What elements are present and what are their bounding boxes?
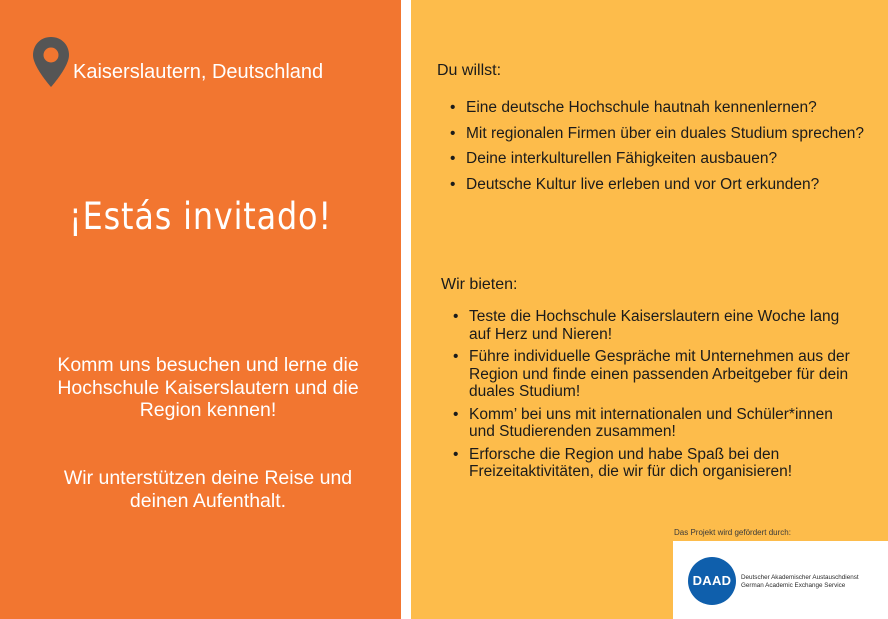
panel-divider xyxy=(401,0,411,619)
daad-logo: DAAD xyxy=(688,557,736,605)
want-item: • Eine deutsche Hochschule hautnah kennenlernen? xyxy=(448,98,868,118)
daad-name-de: Deutscher Akademischer Austauschdienst xyxy=(741,574,859,581)
map-pin-icon xyxy=(31,36,71,88)
headline: ¡Estás invitado! xyxy=(69,195,332,238)
sponsor-note: Das Projekt wird gefördert durch: xyxy=(674,528,791,537)
offer-item: • Teste die Hochschule Kaiserslautern eine Woche lang auf Herz und Nieren! xyxy=(451,308,851,343)
offer-list xyxy=(451,308,851,486)
want-item: • Mit regionalen Firmen über ein duales Studium sprechen? xyxy=(448,124,868,144)
offer-item: • Führe individuelle Gespräche mit Unternehmen aus der Region und finde einen passenden Arbeitgeber für dein duales Studium! xyxy=(451,348,851,401)
want-item: • Deine interkulturellen Fähigkeiten ausbauen? xyxy=(448,149,868,169)
offer-item: • Komm’ bei uns mit internationalen und Schüler*innen und Studierenden zusammen! xyxy=(451,406,851,441)
support-text: Wir unterstützen deine Reise und deinen Aufenthalt. xyxy=(63,467,353,512)
want-title: Du willst: xyxy=(437,62,502,79)
want-item: • Deutsche Kultur live erleben und vor Ort erkunden? xyxy=(448,175,868,195)
invite-text: Komm uns besuchen und lerne die Hochschule Kaiserslautern und die Region kennen! xyxy=(57,354,359,421)
location-label: Kaiserslautern, Deutschland xyxy=(73,61,324,83)
left-panel xyxy=(0,0,401,619)
offer-title: Wir bieten: xyxy=(441,276,518,293)
want-list xyxy=(448,98,868,200)
offer-item: • Erforsche die Region und habe Spaß bei den Freizeitaktivitäten, die wir für dich organisieren! xyxy=(451,446,851,481)
daad-name-en: German Academic Exchange Service xyxy=(741,582,846,589)
daad-name xyxy=(741,574,859,590)
